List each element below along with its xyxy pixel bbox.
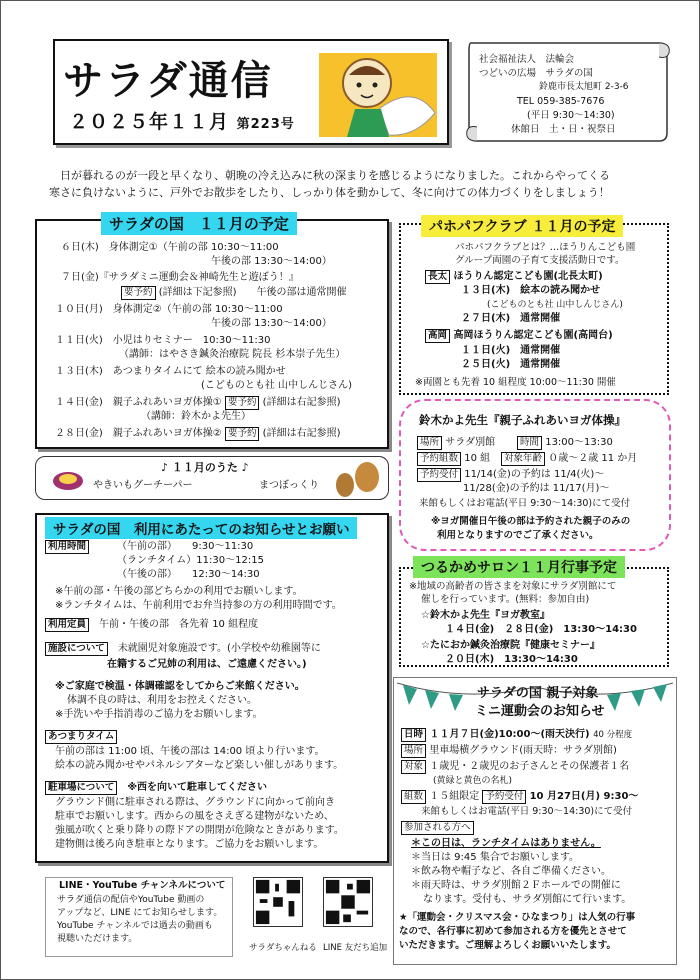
issue-number: 第223号: [236, 117, 295, 132]
reservation-tag: 要予約: [121, 286, 156, 300]
intro-line-1: 日が暮れるのが一段と早くなり、朝晩の冷え込みに秋の深まりを感じるようになりました。これからやってくる: [60, 169, 610, 182]
atsumari-label-row: あつまりタイム: [45, 730, 117, 744]
schedule-row: ６日(木) 身体測定①（午前の部 10:30～11:00: [61, 242, 279, 253]
issue-date: ２０２５年１１月: [69, 111, 230, 133]
pahopafu-row: １３日(木) 絵本の読み聞かせ: [461, 285, 601, 296]
parking-label-row: 駐車場について ※西を向いて駐車してください: [45, 781, 267, 795]
org-line-2: つどいの広場 サラダの国: [479, 68, 593, 79]
yoga-title: 鈴木かよ先生『親子ふれあいヨガ体操』: [419, 413, 626, 427]
pahopafu-note: ※両園とも先着 10 組程度 10:00～11:30 開催: [415, 377, 616, 388]
tsurukame-title: つるかめサロン１１月行事予定: [413, 556, 625, 578]
pinecone-icon: [331, 459, 383, 499]
org-closed-days: 休館日 土・日・祝祭日: [511, 124, 616, 135]
nov-schedule-title: サラダの国 １１月の予定: [101, 212, 297, 235]
sports-note: ＊当日は 9:45 集合でお願いします。: [411, 852, 580, 863]
parking-row: 駐車でお願いします。西からの風をさえぎる建物がないため、: [55, 811, 334, 822]
facility-row-2: 在籍するご兄姉の利用は、ご遠慮ください。): [107, 659, 307, 670]
tsurukame-event-2-date: ２０日(木) 13:30～14:30: [445, 654, 578, 665]
parking-row: 建物側は後ろ向き駐車となります。ご協力をお願いします。: [55, 839, 324, 850]
hours-note: ※午前の部・午後の部どちらかの利用でお願いします。: [55, 586, 303, 597]
sns-title: LINE・YouTube チャンネルについて: [59, 880, 226, 891]
yoga-place-row: 場所 サラダ別館: [417, 436, 495, 450]
capacity-row: 利用定員 午前・午後の部 各先着 10 組程度: [45, 618, 258, 632]
sports-place-row: 場所 里車場横グラウンド(雨天時：サラダ別館): [401, 744, 617, 758]
yoga-count-row: 予約組数 10 組: [417, 452, 490, 466]
mascot-illustration: [319, 53, 437, 137]
area-tag: 高岡: [425, 329, 450, 343]
yoga-note-2: 利用となりますのでご了承ください。: [437, 530, 599, 541]
pahopafu-row: ２７日(木) 通常開催: [461, 313, 561, 324]
parking-row: グラウンド側に駐車される際は、グラウンドに向かって前向き: [55, 797, 335, 808]
schedule-row: 午後の部 13:30～14:00）: [211, 318, 332, 329]
tsurukame-event-2: ☆たにおか鍼灸治療院『健康セミナー』: [421, 640, 600, 651]
tsurukame-intro-2: 催しを行っています。(無料：参加自由): [421, 594, 590, 605]
sports-footer: いただきます。ご理解よろしくお願いいたします。: [399, 940, 616, 951]
line-qr-code[interactable]: [323, 877, 373, 927]
yoga-accept-2: 11/28(金)の予約は 11/17(月)～: [463, 483, 610, 494]
youtube-qr-label: サラダちゃんねる: [249, 943, 317, 953]
sports-title-1: サラダの国 親子対象: [477, 686, 599, 701]
yoga-time-row: 時間 13:00～13:30: [517, 436, 613, 450]
facility-note: ※ご家庭で検温・体調確認をしてからご来館ください。: [55, 681, 305, 692]
sports-footer: なので、各行事に初めて参加される方を優先とさせて: [399, 926, 627, 937]
schedule-row-with-tag: １４日(金) 親子ふれあいヨガ体操① 要予約 (詳細は右記参照): [55, 397, 341, 408]
facility-row: 施設について 未就園児対象施設です。(小学校や幼稚園等に: [45, 642, 321, 656]
area-tag: 長太: [425, 270, 450, 284]
sports-participants-label-row: 参加される方へ: [401, 821, 474, 835]
pahopafu-title: パホパフクラブ １１月の予定: [421, 215, 623, 237]
yoga-accept-3: 来館もしくはお電話(平日 9:30～14:30)にて受付: [419, 498, 631, 509]
atsumari-row: 絵本の読み聞かせやパネルシアターなど楽しい催しがあります。: [55, 760, 344, 771]
schedule-row: １３日(木) あつまりタイムにて 絵本の読み聞かせ: [55, 366, 286, 377]
sns-line: サラダ通信の配信やYouTube 動画の: [57, 895, 205, 905]
line-qr-label: LINE 友だち追加: [323, 943, 388, 953]
hours-label-row: [45, 540, 89, 554]
pahopafu-intro-1: パホパフクラブとは？…ほうりんこども園: [455, 242, 636, 253]
pahopafu-center-1: 長太 ほうりん認定こども園(北長太町): [425, 270, 603, 284]
sports-note: なります。受付も、サラダ別館にて行います。: [423, 894, 632, 905]
tsurukame-event-1: ☆鈴木かよ先生『ヨガ教室』: [421, 610, 550, 621]
sports-target-note: (黄緑と黄色の名札): [433, 776, 513, 786]
pahopafu-intro-2: グループ両園の子育て支援活動日です。: [455, 255, 625, 266]
issue-line: [69, 107, 295, 134]
yoga-accept-row: 予約受付 11/14(金)の予約は 11/4(火)～: [417, 468, 604, 482]
sweet-potato-icon: [51, 461, 85, 495]
sports-note: ＊雨天時は、サラダ別館２Ｆホールでの開催に: [411, 880, 621, 891]
reservation-tag: 要予約: [225, 396, 260, 410]
sports-note: ＊飲み物や帽子など、各自ご準備ください。: [411, 866, 611, 877]
sports-group-row: 組数 １５組限定 予約受付 10 月27日(月) 9:30～: [401, 790, 638, 804]
youtube-qr-code[interactable]: [253, 877, 303, 927]
pahopafu-row: １１日(火) 通常開催: [461, 345, 561, 356]
schedule-row: ７日(金)『サラダミニ運動会＆神崎先生と遊ぼう！』: [61, 272, 299, 283]
schedule-row: １０日(月) 身体測定②（午前の部 10:30～11:00: [55, 304, 283, 315]
tsurukame-event-1-date: １４日(金) ２８日(金) 13:30～14:30: [445, 624, 637, 635]
hours-row: （午前の部） 9:30～11:30: [117, 541, 254, 552]
hours-row: （午後の部） 12:30～14:30: [117, 569, 260, 580]
song-title: ♪ １１月のうた ♪: [161, 461, 249, 474]
org-line-1: 社会福祉法人 法輪会: [479, 54, 575, 65]
newsletter-title: サラダ通信: [63, 58, 273, 104]
sports-footer: ★「運動会・クリスマス会・ひなまつり」は人気の行事: [399, 912, 636, 923]
facility-note: 体調不良の時は、利用をお控えください。: [67, 695, 257, 706]
schedule-row-with-tag: 要予約 (詳細は下記参照) 午後の部は通常開催: [121, 286, 347, 300]
sns-line: アップなど、LINE にてお知らせします。: [57, 908, 223, 918]
sns-line: 視聴いただけます。: [57, 934, 138, 944]
intro-line-2: 寒さに負けないように、戸外でお散歩をしたり、しっかり体を動かして、冬に向けての体力づくりをしましょう！: [49, 186, 610, 199]
atsumari-row: 午前の部は 11:00 頃、午後の部は 14:00 頃より行います。: [55, 746, 325, 757]
song-2: まつぼっくり: [259, 480, 319, 491]
reservation-tag: 要予約: [225, 427, 260, 441]
sports-title-2: ミニ運動会のお知らせ: [475, 704, 605, 719]
schedule-row: 午後の部 13:30～14:00）: [211, 256, 332, 267]
org-hours: (平日 9:30～14:30): [527, 110, 615, 121]
sports-res-note: 来館もしくはお電話(平日 9:30～14:30)にて受付: [421, 806, 633, 817]
yoga-age-row: 対象年齢 ０歳～２歳 11 か月: [501, 452, 637, 466]
tsurukame-intro-1: ※地域の高齢者の皆さまを対象にサラダ別館にて: [409, 581, 617, 592]
song-1: やきいもグーチーパー: [93, 480, 193, 491]
hours-row: （ランチタイム）11:30～12:15: [117, 555, 264, 566]
hours-note: ※ランチタイムは、午前利用でお弁当持参の方の利用時間です。: [55, 600, 342, 611]
parking-row: 強風が吹くと乗り降りの際ドアの開閉が危険なときがあります。: [55, 825, 344, 836]
sports-note: ＊この日は、ランチタイムはありません。: [411, 838, 601, 849]
facility-note: ※手洗いや手指消毒のご協力をお願いします。: [55, 709, 263, 720]
schedule-row: （講師：はやさき鍼灸治療院 院長 杉本崇子先生）: [119, 349, 346, 360]
sports-date-row: 日時 １１月７日(金)10:00～(雨天決行) 40 分程度: [401, 728, 632, 742]
hours-label: 利用時間: [45, 540, 89, 554]
org-phone: TEL 059-385-7676: [517, 96, 605, 107]
intro-text: [49, 167, 659, 201]
schedule-row: (こどものとも社 山中しんじさん): [201, 380, 352, 391]
sns-line: YouTube チャンネルでは過去の動画も: [57, 921, 213, 931]
yoga-note-1: ※ヨガ開催日午後の部は予約された親子のみの: [431, 516, 631, 527]
pahopafu-row: ２５日(火) 通常開催: [461, 359, 561, 370]
sports-target-row: 対象 １歳児・２歳児のお子さんとその保護者１名: [401, 760, 629, 774]
schedule-row: （講師：鈴木かよ先生）: [141, 411, 251, 422]
schedule-row-with-tag: ２８日(金) 親子ふれあいヨガ体操② 要予約 (詳細は右記参照): [55, 428, 341, 439]
org-address: 鈴鹿市長太旭町 2-3-6: [539, 82, 629, 92]
pahopafu-row: (こどものとも社 山中しんじさん): [487, 300, 623, 310]
pahopafu-center-2: 高岡 高岡ほうりん認定こども園(高岡台): [425, 329, 613, 343]
notice-title: サラダの国 利用にあたってのお知らせとお願い: [45, 517, 357, 539]
schedule-row: １１日(火) 小児はりセミナー 10:30～11:30: [55, 335, 271, 346]
